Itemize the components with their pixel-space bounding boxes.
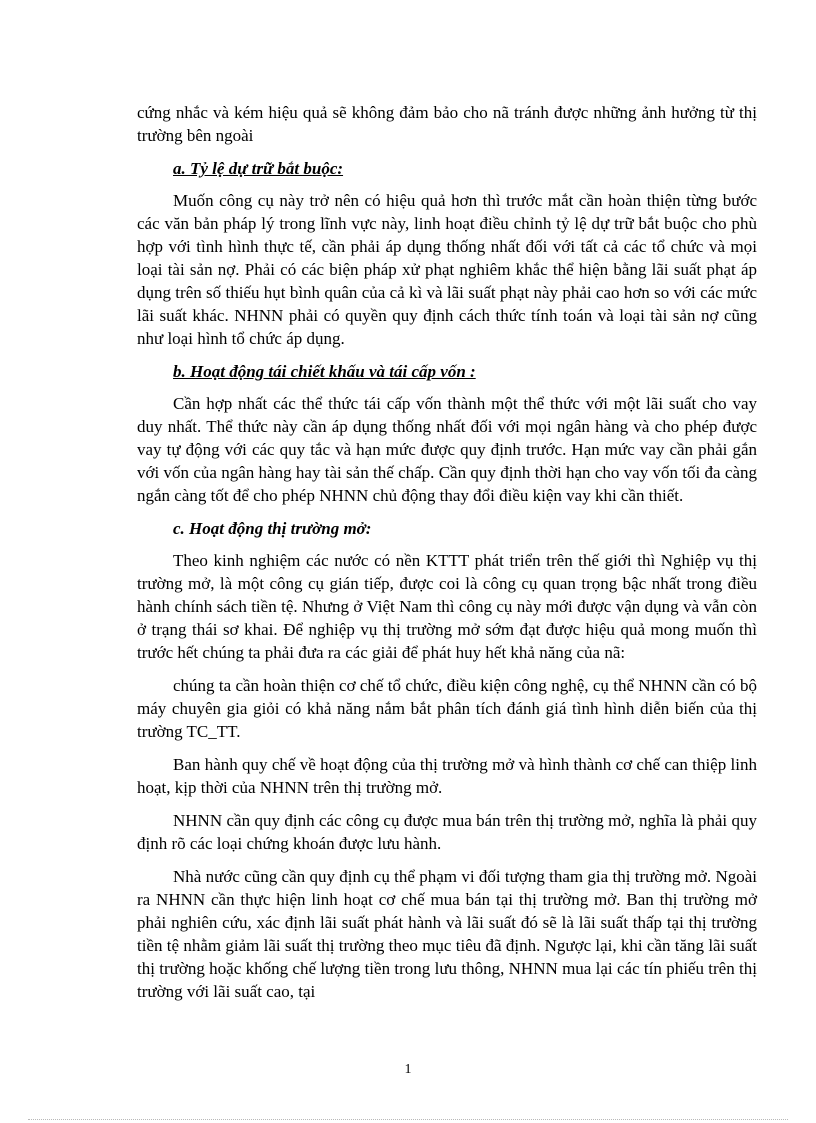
paragraph-rediscount: Cần hợp nhất các thể thức tái cấp vốn thành một thể thức với một lãi suất cho vay duy nhất. Thể thức này cần áp dụng thống nhất đối với mọi ngân hàng và cho phép được vay tự động với các quy tắc và hạn mức được quy định trước. Hạn mức vay cần phải gắn với vốn của ngân hàng hay tài sản thế chấp. Cần quy định thời hạn cho vay vốn tối đa càng ngắn càng tốt để cho phép NHNN chủ động thay đổi điều kiện vay khi cần thiết. bbox=[137, 394, 757, 505]
paragraph-open-market-participants: Nhà nước cũng cần quy định cụ thể phạm vi đối tượng tham gia thị trường mở. Ngoài ra NHNN cần thực hiện linh hoạt cơ chế mua bán tại thị trường mở. Ban thị trường mở phải nghiên cứu, xác định lãi suất phát hành và lãi suất đó sẽ là lãi suất thấp tại thị trường tiền tệ nhằm giảm lãi suất thị trường theo mục tiêu đã định. Ngược lại, khi cần tăng lãi suất thị trường hoặc khống chế lượng tiền trong lưu thông, NHNN mua lại các tín phiếu trên thị trường với lãi suất cao, tại bbox=[137, 867, 757, 1001]
paragraph-open-market-organization: chúng ta cần hoàn thiện cơ chế tổ chức, điều kiện công nghệ, cụ thể NHNN cần có bộ máy chuyên gia giỏi có khả năng nắm bắt phân tích đánh giá tình hình diễn biến của thị trường TC_TT. bbox=[137, 676, 757, 741]
heading-rediscount bbox=[137, 360, 757, 383]
paragraph-open-market-intro: Theo kinh nghiệm các nước có nền KTTT phát triển trên thế giới thì Nghiệp vụ thị trường mở, là một công cụ gián tiếp, được coi là công cụ quan trọng bậc nhất trong điều hành chính sách tiền tệ. Nhưng ở Việt Nam thì công cụ này mới được vận dụng và vẫn còn ở trạng thái sơ khai. Để nghiệp vụ thị trường mở sớm đạt được hiệu quả mong muốn thì trước hết chúng ta phải đưa ra các giải để phát huy hết khả năng của nã: bbox=[137, 551, 757, 662]
paragraph-open-market-instruments: NHNN cần quy định các công cụ được mua bán trên thị trường mở, nghĩa là phải quy định rõ các loại chứng khoán được lưu hành. bbox=[137, 811, 757, 853]
footer-dotted-rule bbox=[28, 1119, 788, 1120]
paragraph-reserve-ratio: Muốn công cụ này trở nên có hiệu quả hơn thì trước mắt cần hoàn thiện từng bước các văn bản pháp lý trong lĩnh vực này, linh hoạt điều chỉnh tỷ lệ dự trữ bắt buộc cho phù hợp với tình hình thực tế, cần phải áp dụng thống nhất đối với tất cả các tổ chức và mọi loại tài sản nợ. Phải có các biện pháp xử phạt nghiêm khắc thể hiện bằng lãi suất phạt áp dụng trên số thiếu hụt bình quân của cả kì và lãi suất phạt này phải cao hơn so với các mức lãi suất khác. NHNN phải có quyền quy định cách thức tính toán và loại tài sản nợ cũng như loại hình tổ chức áp dụng. bbox=[137, 191, 757, 348]
heading-reserve-ratio-text: a. Tỷ lệ dự trữ bắt buộc: bbox=[173, 159, 344, 178]
heading-reserve-ratio bbox=[137, 157, 757, 180]
document-body bbox=[137, 101, 757, 1013]
page-number: 1 bbox=[404, 1062, 412, 1077]
paragraph-open-market-regulation: Ban hành quy chế về hoạt động của thị trường mở và hình thành cơ chế can thiệp linh hoạt, kịp thời của NHNN trên thị trường mở. bbox=[137, 755, 757, 797]
heading-open-market bbox=[137, 517, 757, 540]
paragraph-intro: cứng nhắc và kém hiệu quả sẽ không đảm bảo cho nã tránh được những ảnh hưởng từ thị trường bên ngoài bbox=[137, 103, 757, 145]
heading-open-market-text: c. Hoạt động thị trường mở: bbox=[173, 519, 372, 538]
heading-rediscount-text: b. Hoạt động tái chiết khấu và tái cấp vốn : bbox=[173, 362, 476, 381]
